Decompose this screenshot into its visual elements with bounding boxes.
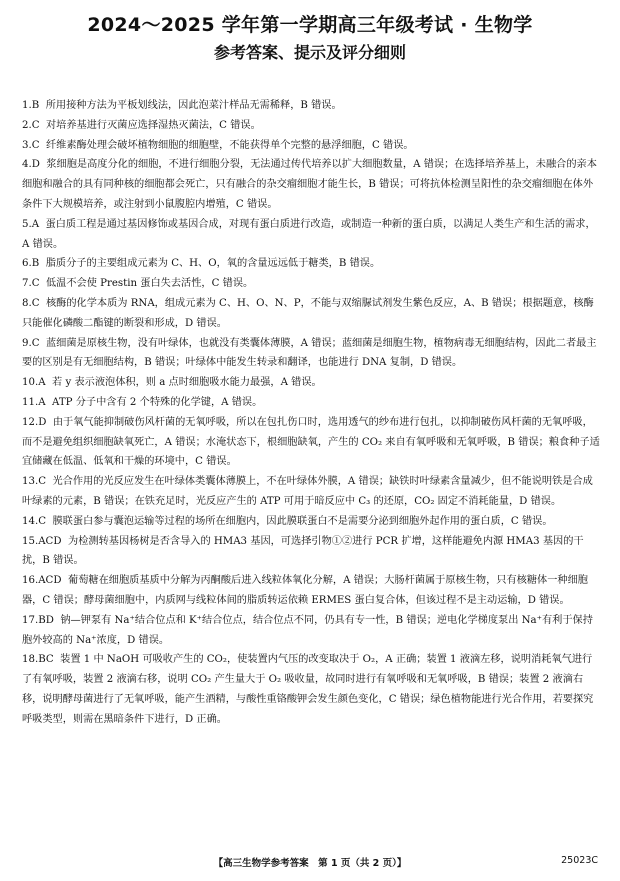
answer-text: 脂质分子的主要组成元素为 C、H、O，氧的含量远远低于糖类，B 错误。 <box>45 258 381 270</box>
answer-item-6 <box>22 254 600 274</box>
answer-text: 装置 1 中 NaOH 可吸收产生的 CO₂，使装置内气压的改变取决于 O₂，A 正确；装置 1 液滴左移，说明消耗氧气进行了有氧呼吸，装置 2 液滴右移，说明 CO₂ 产生量大于 O₂ 吸收量，故同时进行有氧呼吸和无氧呼吸，B 错误；装置 2 液滴右移，说明酵母菌进行了无氧呼吸，能产生酒精，与酸性重铬酸钾会发生颜色变化，C 错误；绿色植物能进行光合作用，若要探究呼吸类型，则需在黑暗条件下进行，D 正确。 <box>22 654 594 725</box>
answer-number: 8.C <box>22 297 40 309</box>
answer-number: 15.ACD <box>22 535 62 547</box>
answer-item-3 <box>22 136 600 156</box>
answer-text: ATP 分子中含有 2 个特殊的化学键，A 错误。 <box>52 396 263 408</box>
answer-item-13 <box>22 472 600 512</box>
exam-code: 25023C <box>561 855 598 866</box>
answer-number: 13.C <box>22 476 46 488</box>
answer-number: 2.C <box>22 119 40 131</box>
answer-item-18 <box>22 650 600 729</box>
answer-item-11 <box>22 393 600 413</box>
answer-item-17 <box>22 611 600 651</box>
answer-list <box>22 96 600 730</box>
answer-item-8 <box>22 294 600 334</box>
answer-item-1 <box>22 96 600 116</box>
answer-item-2 <box>22 116 600 136</box>
answer-number: 12.D <box>22 416 47 428</box>
answer-number: 14.C <box>22 515 46 527</box>
answer-text: 蓝细菌是原核生物，没有叶绿体，也就没有类囊体薄膜，A 错误；蓝细菌是细胞生物，植物病毒无细胞结构，因此二者最主要的区别是有无细胞结构，B 错误；叶绿体中能发生转录和翻译，也能进行 DNA 复制，D 错误。 <box>22 337 597 369</box>
answer-text: 若 y 表示液泡体积，则 a 点时细胞吸水能力最强，A 错误。 <box>52 377 322 389</box>
answer-text: 由于氧气能抑制破伤风杆菌的无氧呼吸，所以在包扎伤口时，选用透气的纱布进行包扎，以抑制破伤风杆菌的无氧呼吸，而不是避免组织细胞缺氧死亡，A 错误；水淹状态下，根细胞缺氧，产生的 CO₂ 来自有氧呼吸和无氧呼吸，B 错误；粮食种子适宜储藏在低温、低氧和干燥的环境中，C 错误。 <box>22 416 600 468</box>
answer-text: 膜联蛋白参与囊泡运输等过程的场所在细胞内，因此膜联蛋白不是需要分泌到细胞外起作用的蛋白质，C 错误。 <box>52 515 553 527</box>
answer-text: 光合作用的光反应发生在叶绿体类囊体薄膜上，不在叶绿体外膜，A 错误；缺铁时叶绿素含量减少，但不能说明铁是合成叶绿素的元素，B 错误；在铁充足时，光反应产生的 ATP 可用于暗反应中 C₃ 的还原，CO₂ 固定不消耗能量，D 错误。 <box>22 476 593 507</box>
answer-item-10 <box>22 373 600 393</box>
answer-number: 4.D <box>22 159 40 171</box>
answer-item-5 <box>22 215 600 255</box>
answer-number: 11.A <box>22 396 46 408</box>
answer-text: 钠—钾泵有 Na⁺结合位点和 K⁺结合位点，结合位点不同，仍具有专一性，B 错误；逆电化学梯度泵出 Na⁺有利于保持胞外较高的 Na⁺浓度，D 错误。 <box>22 614 593 646</box>
answer-item-7 <box>22 274 600 294</box>
answer-number: 6.B <box>22 258 40 270</box>
answer-text: 对培养基进行灭菌应选择湿热灭菌法，C 错误。 <box>46 119 261 131</box>
answer-number: 3.C <box>22 139 40 151</box>
page-subtitle: 参考答案、提示及评分细则 <box>213 43 406 62</box>
page-footer: 【高三生物学参考答案 第 1 页（共 2 页）】 <box>213 858 407 869</box>
answer-number: 17.BD <box>22 614 54 626</box>
answer-number: 16.ACD <box>22 575 62 587</box>
answer-item-15 <box>22 532 600 572</box>
answer-number: 18.BC <box>22 654 54 666</box>
page-title: 2024～2025 学年第一学期高三年级考试 · 生物学 <box>87 14 533 36</box>
answer-number: 5.A <box>22 218 40 230</box>
answer-text: 低温不会使 Prestin 蛋白失去活性，C 错误。 <box>46 278 254 290</box>
answer-text: 为检测转基因杨树是否含导入的 HMA3 基因，可选择引物①②进行 PCR 扩增，这样能避免内源 HMA3 基因的干扰，B 错误。 <box>22 535 584 567</box>
answer-item-16 <box>22 571 600 611</box>
answer-text: 蛋白质工程是通过基因修饰或基因合成，对现有蛋白质进行改造，或制造一种新的蛋白质，以满足人类生产和生活的需求，A 错误。 <box>22 218 596 250</box>
answer-item-9 <box>22 334 600 374</box>
answer-text: 核酶的化学本质为 RNA，组成元素为 C、H、O、N、P，不能与双缩脲试剂发生紫色反应，A、B 错误；根据题意，核酶只能催化磷酸二酯键的断裂和形成，D 错误。 <box>22 297 594 329</box>
answer-number: 1.B <box>22 100 40 111</box>
answer-number: 7.C <box>22 278 40 290</box>
answer-item-12 <box>22 413 600 472</box>
answer-item-14 <box>22 512 600 532</box>
answer-text: 浆细胞是高度分化的细胞，不进行细胞分裂，无法通过传代培养以扩大细胞数量，A 错误；在选择培养基上，未融合的亲本细胞和融合的具有同种核的细胞都会死亡，只有融合的杂交瘤细胞才能生长，B 错误；可将抗体检测呈阳性的杂交瘤细胞在体外条件下大规模培养，或注射到小鼠腹腔内增殖，C 错误。 <box>22 159 597 210</box>
answer-number: 10.A <box>22 377 46 389</box>
answer-number: 9.C <box>22 337 40 349</box>
answer-item-4 <box>22 155 600 214</box>
answer-text: 纤维素酶处理会破坏植物细胞的细胞壁，不能获得单个完整的悬浮细胞，C 错误。 <box>46 139 414 151</box>
answer-text: 葡萄糖在细胞质基质中分解为丙酮酸后进入线粒体氧化分解，A 错误；大肠杆菌属于原核生物，只有核糖体一种细胞器，C 错误；酵母菌细胞中，内质网与线粒体间的脂质转运依赖 ERMES 蛋白复合体，但该过程不是主动运输，D 错误。 <box>22 575 588 606</box>
answer-text: 所用接种方法为平板划线法，因此泡菜汁样品无需稀释，B 错误。 <box>45 100 342 111</box>
